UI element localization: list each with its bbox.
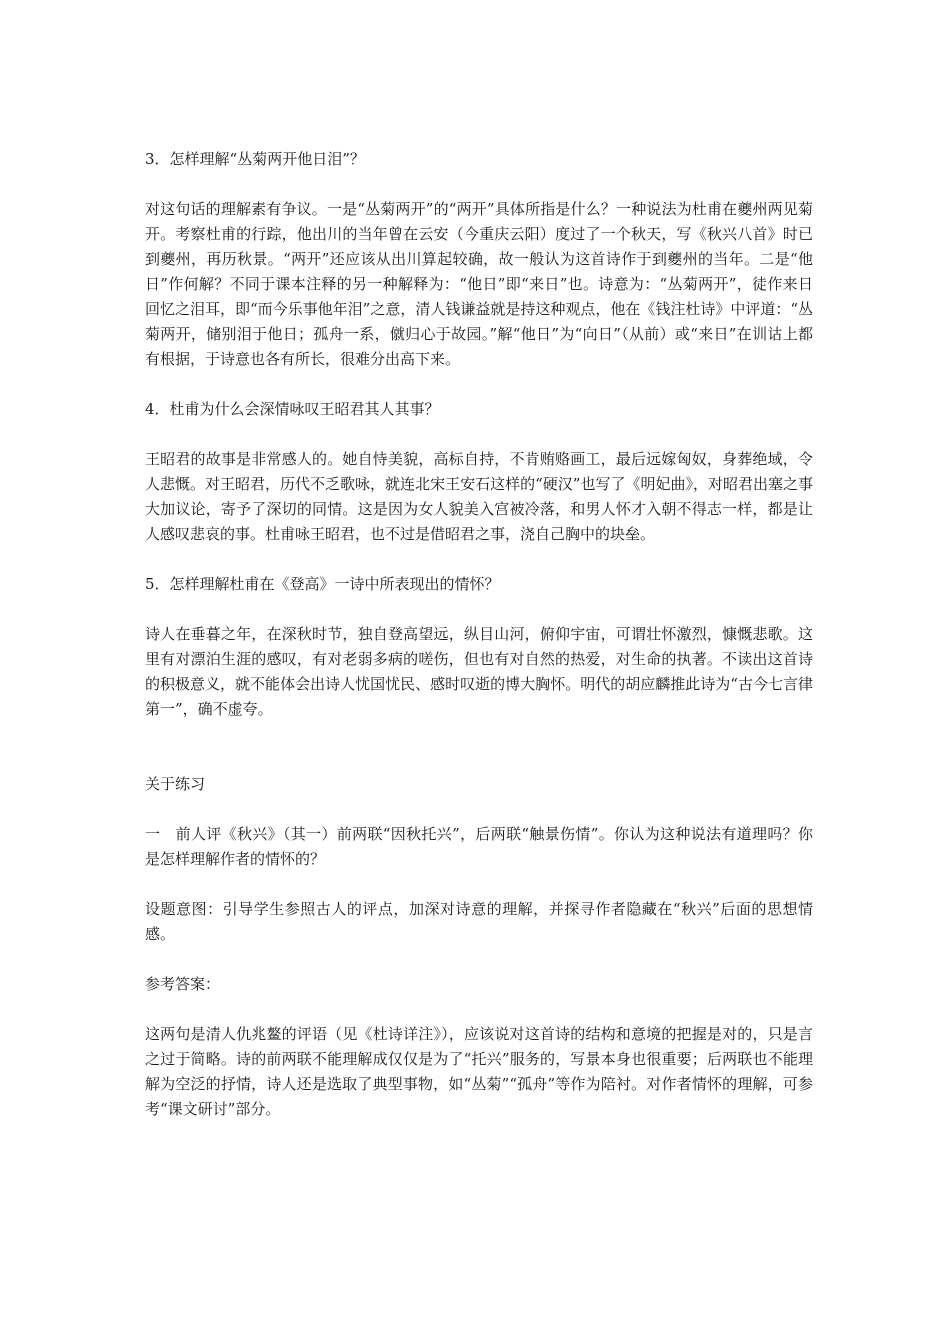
exercise-1-intent: 设题意图：引导学生参照古人的评点，加深对诗意的理解，并探寻作者隐藏在“秋兴”后面的思想情感。 <box>145 900 813 943</box>
question-4-heading: 4．杜甫为什么会深情咏叹王昭君其人其事？ <box>145 400 440 418</box>
exercise-1-answer-label: 参考答案： <box>145 975 221 993</box>
document-body <box>145 147 813 1147</box>
question-5-answer: 诗人在垂暮之年，在深秋时节，独自登高望远，纵目山河，俯仰宇宙，可谓壮怀激烈，慷慨悲歌。这里有对漂泊生涯的感叹，有对老弱多病的嗟伤，但也有对自然的热爱，对生命的执著。不读出这首诗的积极意义，就不能体会出诗人忧国忧民、感时叹逝的博大胸怀。明代的胡应麟推此诗为“古今七言律第一”，确不虚夸。 <box>145 625 813 718</box>
exercise-1-answer: 这两句是清人仇兆鳌的评语（见《杜诗详注》），应该说对这首诗的结构和意境的把握是对的，只是言之过于简略。诗的前两联不能理解成仅仅是为了“托兴”服务的，写景本身也很重要；后两联也不能理解为空泛的抒情，诗人还是选取了典型事物，如“丛菊”“孤舟”等作为陪衬。对作者情怀的理解，可参考“课文研讨”部分。 <box>145 1025 813 1118</box>
question-3-heading: 3．怎样理解“丛菊两开他日泪”？ <box>145 150 365 168</box>
question-5-heading: 5．怎样理解杜甫在《登高》一诗中所表现出的情怀？ <box>145 575 500 593</box>
question-4-answer: 王昭君的故事是非常感人的。她自恃美貌，高标自持，不肯贿赂画工，最后远嫁匈奴，身葬绝域，令人悲慨。对王昭君，历代不乏歌咏，就连北宋王安石这样的“硬汉”也写了《明妃曲》，对昭君出塞之事大加议论，寄予了深切的同情。这是因为女人貌美入宫被冷落，和男人怀才入朝不得志一样，都是让人感叹悲哀的事。杜甫咏王昭君，也不过是借昭君之事，浇自己胸中的块垒。 <box>145 450 813 543</box>
exercises-heading: 关于练习 <box>145 775 206 793</box>
exercise-1-question: 一 前人评《秋兴》（其一）前两联“因秋托兴”，后两联“触景伤情”。你认为这种说法有道理吗？你是怎样理解作者的情怀的？ <box>145 825 813 868</box>
question-3-answer: 对这句话的理解素有争议。一是“丛菊两开”的“两开”具体所指是什么？一种说法为杜甫在夔州两见菊开。考察杜甫的行踪，他出川的当年曾在云安（今重庆云阳）度过了一个秋天，写《秋兴八首》时已到夔州，再历秋景。“两开”还应该从出川算起较确，故一般认为这首诗作于到夔州的当年。二是“他日”作何解？不同于课本注释的另一种解释为：“他日”即“来日”也。诗意为：“丛菊两开”，徒作来日回忆之泪耳，即“而今乐事他年泪”之意，清人钱谦益就是持这种观点，他在《钱注杜诗》中评道：“丛菊两开，储别泪于他日；孤舟一系，僦归心于故园。”解“他日”为“向日”（从前）或“来日”在训诂上都有根据，于诗意也各有所长，很难分出高下来。 <box>145 200 814 368</box>
